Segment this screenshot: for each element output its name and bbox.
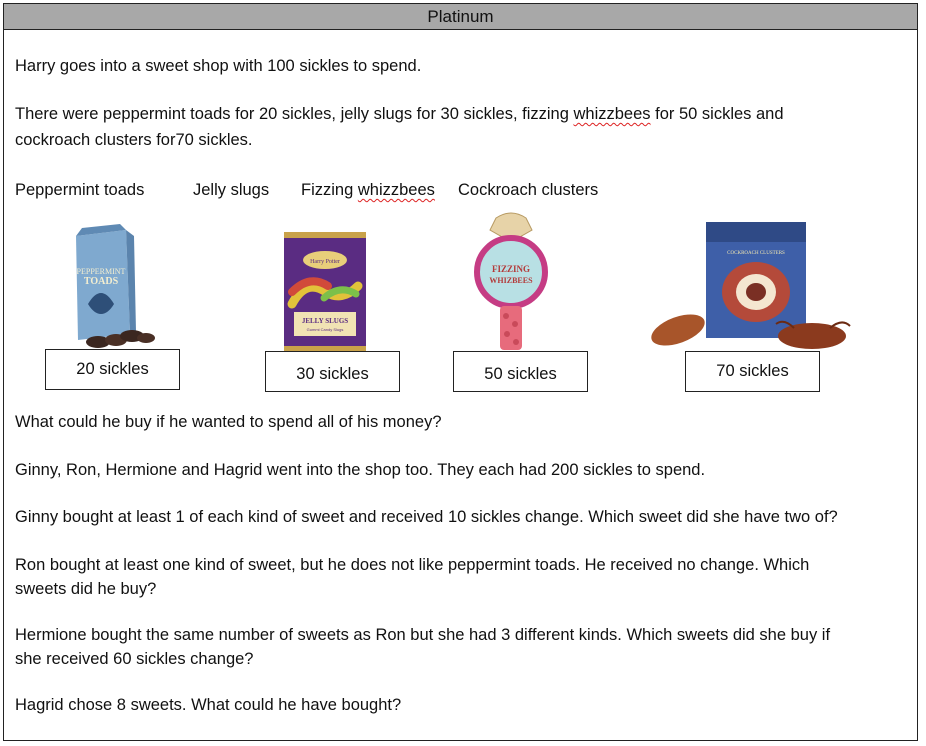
question-5-line-2: she received 60 sickles change?	[15, 650, 254, 668]
question-3: Ginny bought at least 1 of each kind of sweet and received 10 sickles change. Which sweet did she have two of?	[15, 508, 838, 526]
label-cockroach-clusters: Cockroach clusters	[458, 181, 599, 199]
worksheet-frame	[3, 3, 918, 741]
svg-text:FIZZING: FIZZING	[491, 264, 531, 274]
question-4-line-1: Ron bought at least one kind of sweet, but he does not like peppermint toads. He received no change. Which	[15, 556, 810, 574]
label-peppermint-toads: Peppermint toads	[15, 181, 145, 199]
label-jelly-slugs: Jelly slugs	[193, 181, 270, 199]
price-jelly-slugs: 30 sickles	[265, 351, 400, 392]
question-5-line-1: Hermione bought the same number of sweets as Ron but she had 3 different kinds. Which sweets did she buy if	[15, 626, 831, 644]
price-fizzing-whizzbees: 50 sickles	[453, 351, 588, 392]
cockroach-clusters-image	[644, 218, 856, 356]
question-1: What could he buy if he wanted to spend all of his money?	[15, 413, 442, 431]
label-fizzing-whizzbees: Fizzing whizzbees	[301, 181, 435, 199]
jelly-slugs-image	[284, 232, 366, 352]
intro-line-2: There were peppermint toads for 20 sickles, jelly slugs for 30 sickles, fizzing whizzbees for 50 sickles and	[15, 105, 784, 123]
question-4-line-2: sweets did he buy?	[15, 580, 157, 598]
svg-text:COCKROACH CLUSTERS: COCKROACH CLUSTERS	[727, 251, 785, 256]
svg-text:Harry Potter: Harry Potter	[310, 259, 340, 265]
svg-text:Gummi Candy Slugs: Gummi Candy Slugs	[306, 327, 344, 332]
peppermint-toads-image	[66, 224, 161, 352]
question-2: Ginny, Ron, Hermione and Hagrid went into the shop too. They each had 200 sickles to spend.	[15, 461, 706, 479]
svg-text:TOADS: TOADS	[83, 276, 119, 287]
intro-line-1: Harry goes into a sweet shop with 100 sickles to spend.	[15, 57, 422, 75]
price-cockroach-clusters: 70 sickles	[685, 351, 820, 392]
question-6: Hagrid chose 8 sweets. What could he have bought?	[15, 696, 402, 714]
intro-line-3: cockroach clusters for70 sickles.	[15, 131, 253, 149]
worksheet-title: Platinum	[4, 4, 917, 30]
svg-text:WHIZBEES: WHIZBEES	[489, 276, 533, 285]
price-peppermint-toads: 20 sickles	[45, 349, 180, 390]
svg-text:JELLY SLUGS: JELLY SLUGS	[301, 317, 349, 325]
fizzing-whizzbees-image	[474, 212, 549, 352]
spellcheck-word: whizzbees	[573, 105, 651, 123]
svg-text:PEPPERMINT: PEPPERMINT	[76, 267, 126, 276]
